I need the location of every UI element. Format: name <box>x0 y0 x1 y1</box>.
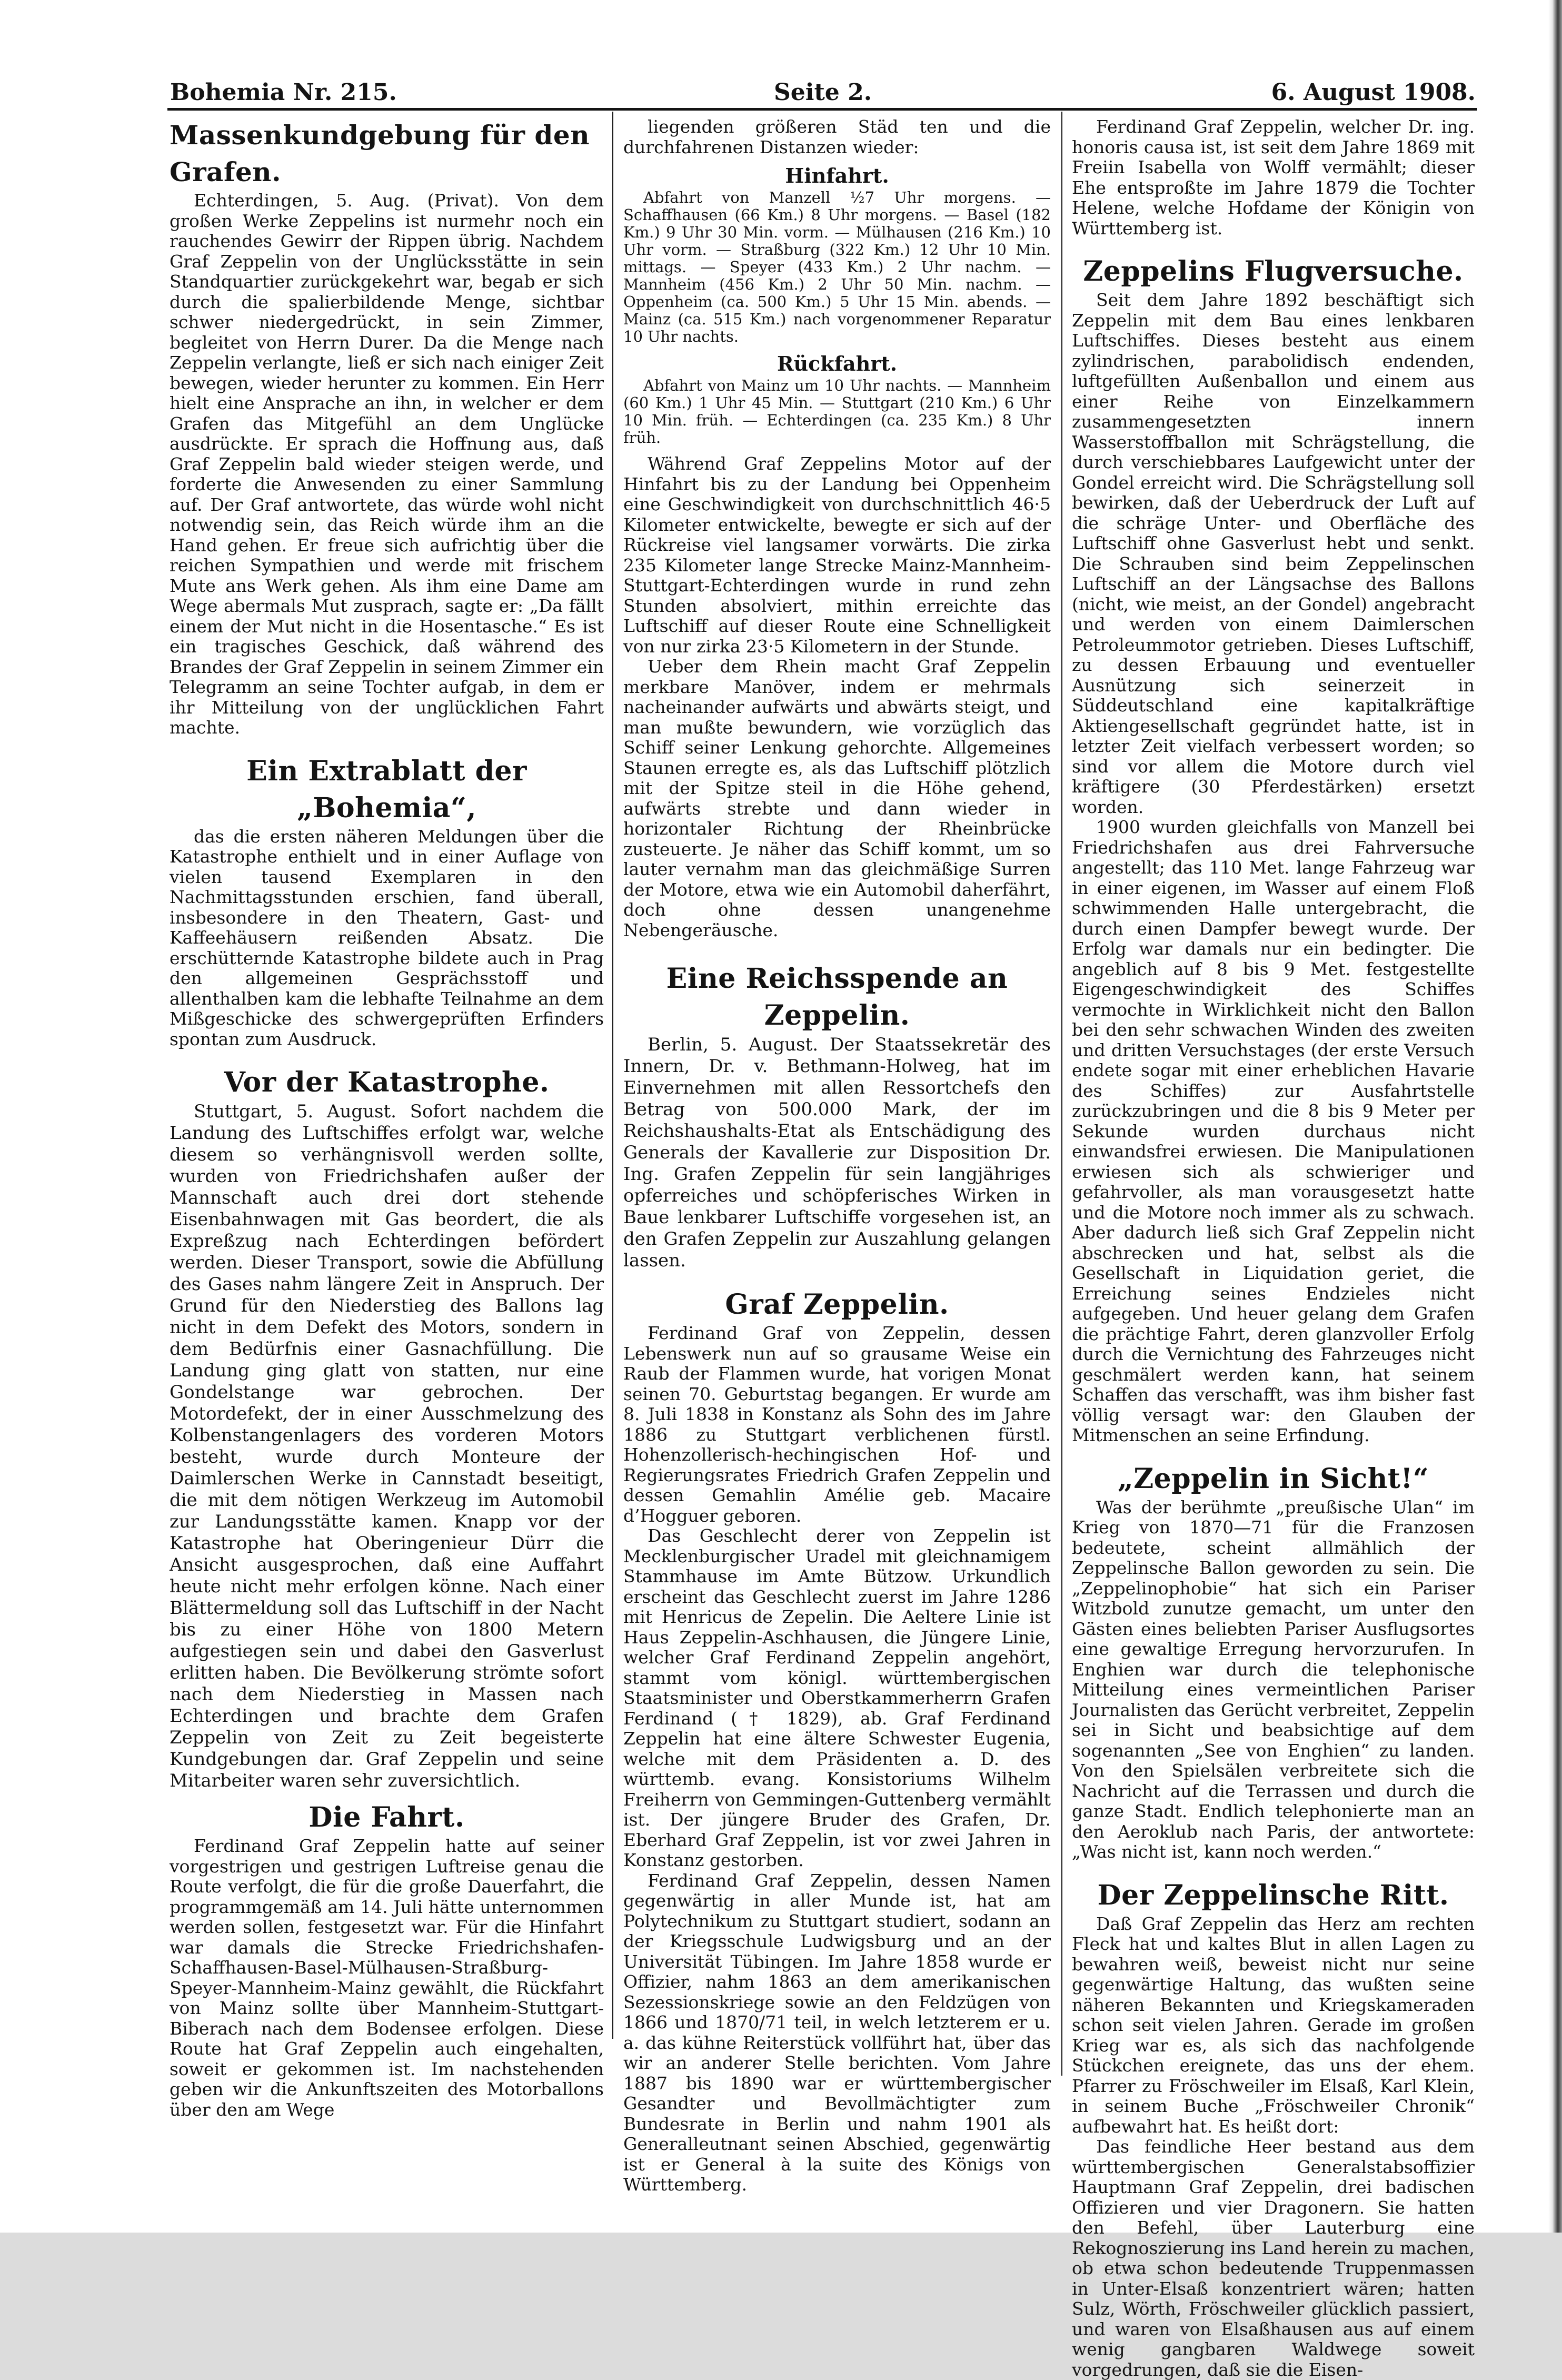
biography-paragraph-1: Ferdinand Graf von Zeppelin, dessen Lebenswerk nun auf so grausame Weise ein Raub der Flammen wurde, hat vorigen Monat seinen 70. Geburtstag begangen. Er wurde am 8. Juli 1838 in Konstanz als Sohn des im Jahre 1886 zu Stuttgart verblichenen fürstl. Hohenzollerisch-hechingischen Hof- und Regierungsrates Friedrich Grafen Zeppelin und dessen Gemahlin Amélie geb. Macaire d’Hogguer geboren. <box>623 1323 1051 1526</box>
article-title-zeppelinsche-ritt: Der Zeppelinsche Ritt. <box>1097 1879 1449 1911</box>
column-3 <box>1072 116 1475 2380</box>
article-title-graf-zeppelin: Graf Zeppelin. <box>725 1288 949 1321</box>
issue-date: 6. August 1908. <box>1271 79 1476 106</box>
ritt-paragraph-1: Daß Graf Zeppelin das Herz am rechten Fleck hat und kaltes Blut in allen Lagen zu bewahren weiß, beweist nicht nur seine gegenwärtige Haltung, das wußten seine näheren Bekannten und Kriegskameraden schon seit vielen Jahren. Gerade im großen Krieg war es, als sich das nachfolgende Stückchen ereignete, das uns der ehem. Pfarrer zu Fröschweiler im Elsaß, Karl Klein, in seinem Buche „Fröschweiler Chronik“ aufbewahrt hat. Es heißt dort: <box>1072 1913 1475 2137</box>
flugversuche-paragraph-1: Seit dem Jahre 1892 beschäftigt sich Zeppelin mit dem Bau eines lenkbaren Luftschiffes. Dieses besteht aus einem zylindrischen, parabolidisch endenden, luftgefüllten Außenballon und einem aus einer Reihe von Einzelkammern zusammengesetzten innern Wasserstoffballon mit Schrägstellung, die durch verschiebbares Laufgewicht unter der Gondel erreicht wird. Die Schrägstellung soll bewirken, daß der Ueberdruck der Luft auf die schräge Unter- und Oberfläche des Luftschiff ohne Gasverlust hebt und senkt. Die Schrauben sind beim Zeppelinschen Luftschiff an der Längsachse des Ballons (nicht, wie meist, an der Gondel) angebracht und werden von einem Daimlerschen Petroleummotor getrieben. Dieses Luftschiff, zu dessen Erbauung und eventueller Ausnützung sich seinerzeit in Süddeutschland eine kapitalkräftige Aktiengesellschaft gegründet hatte, ist in letzter Zeit vielfach verbessert worden; so sind vor allem die Motore durch viel kräftigere (30 Pferdestärken) ersetzt worden. <box>1072 290 1475 817</box>
article-title-vor-der-katastrophe: Vor der Katastrophe. <box>224 1066 550 1098</box>
rueckfahrt-schedule: Abfahrt von Mainz um 10 Uhr nachts. — Mannheim (60 Km.) 1 Uhr 45 Min. — Stuttgart (210 Km.) 6 Uhr 10 Min. früh. — Echterdingen (ca. 235 Km.) 8 Uhr früh. <box>623 376 1051 447</box>
article-body-reichsspende: Berlin, 5. August. Der Staatssekretär des Innern, Dr. v. Bethmann-Holweg, hat im Einvernehmen mit allen Ressortchefs den Betrag von 500.000 Mark, der im Reichshaushalts-Etat als Entschädigung des Generals der Kavallerie zur Disposition Dr. Ing. Grafen Zeppelin für sein langjähriges opferreiches und schöpferisches Wirken in Baue lenkbarer Luftschiffe vorgesehen ist, an den Grafen Zeppelin zur Auszahlung gelangen lassen. <box>623 1034 1051 1271</box>
biography-paragraph-2: Das Geschlecht derer von Zeppelin ist Mecklenburgischer Uradel mit gleichnamigem Stammhause im Amte Bützow. Urkundlich erscheint das Geschlecht zuerst im Jahre 1286 mit Henricus de Zepelin. Die Aeltere Linie ist Haus Zeppelin-Aschhausen, die Jüngere Linie, welcher Graf Ferdinand Zeppelin angehört, stammt vom königl. württembergischen Staatsminister und Oberstkammerherrn Grafen Ferdinand († 1829), ab. Graf Ferdinand Zeppelin hat eine ältere Schwester Eugenia, welche mit dem Präsidenten a. D. des württemb. evang. Konsistoriums Wilhelm Freiherrn von Gemmingen-Guttenberg vermählt ist. Der jüngere Bruder des Grafen, Dr. Eberhard Graf Zeppelin, ist vor zwei Jahren in Konstanz gestorben. <box>623 1525 1051 1870</box>
zeppelin-in-sicht-body: Was der berühmte „preußische Ulan“ im Krieg von 1870—71 für die Franzosen bedeutete, scheint allmählich der Zeppelinsche Ballon geworden zu sein. Die „Zeppelinophobie“ hat sich ein Pariser Witzbold zunutze gemacht, um unter den Gästen eines beliebten Pariser Ausflugsortes eine gewaltige Erregung hervorzurufen. In Enghien war durch die telephonische Mitteilung eines vermeintlichen Pariser Journalisten das Gerücht verbreitet, Zeppelin sei in Sicht und beabsichtige auf dem sogenannten „See von Enghien“ zu landen. Von den Spielsälen verbreitete sich die Nachricht auf die Terrassen und durch die ganze Stadt. Endlich telephonierte man an den Aeroklub nach Paris, der antwortete: „Was nicht ist, kann noch werden.“ <box>1072 1496 1475 1862</box>
article-body-vor-der-katastrophe: Stuttgart, 5. August. Sofort nachdem die Landung des Luftschiffes erfolgt war, welche diesem so verhängnisvoll werden sollte, wurden von Friedrichshafen außer der Mannschaft auch drei dort stehende Eisenbahnwagen mit Gas beordert, die als Expreßzug nach Echterdingen befördert werden. Dieser Transport, sowie die Abfüllung des Gases nahm längere Zeit in Anspruch. Der Grund für den Niederstieg des Ballons lag nicht in dem Defekt des Motors, sondern in dem Bedürfnis einer Gasnachfüllung. Die Landung ging glatt von statten, nur eine Gondelstange war gebrochen. Der Motordefekt, der in einer Ausschmelzung des Kolbenstangenlagers des vorderen Motors besteht, wurde durch Monteure der Daimlerschen Werke in Cannstadt beseitigt, die mit dem nötigen Werkzeug im Automobil zur Landungsstätte kamen. Knapp vor der Katastrophe hat Oberingenieur Dürr die Ansicht ausgesprochen, daß eine Auffahrt heute nicht mehr erfolgen könne. Nach einer Blättermeldung soll das Luftschiff in der Nacht bis zu einer Höhe von 1800 Metern aufgestiegen sein und dabei den Gasverlust erlitten haben. Die Bevölkerung strömte sofort nach dem Niederstieg in Massen nach Echterdingen und brachte dem Grafen Zeppelin von Zeit zu Zeit begeisterte Kundgebungen dar. Graf Zeppelin und seine Mitarbeiter waren sehr zuversichtlich. <box>170 1101 604 1791</box>
article-body-massenkundgebung: Echterdingen, 5. Aug. (Privat). Von dem großen Werke Zeppelins ist nurmehr noch ein rauchendes Gewirr der Rippen übrig. Nachdem Graf Zeppelin von der Unglücksstätte in sein Standquartier zurückgekehrt war, begab er sich durch die spalierbildende Menge, sichtbar schwer niedergedrückt, in sein Zimmer, begleitet von Herrn Durer. Da die Menge nach Zeppelin verlangte, ließ er sich nach einiger Zeit bewegen, wieder herunter zu kommen. Ein Herr hielt eine Ansprache an ihn, in welcher er dem Grafen das Mitgefühl an dem Unglücke ausdrückte. Er sprach die Hoffnung aus, daß Graf Zeppelin bald wieder steigen werde, und forderte die Anwesenden zu einer Sammlung auf. Der Graf antwortete, das würde wohl nicht notwendig sein, das Reich würde ihm an die Hand gehen. Er freue sich aufrichtig über die reichen Sympathien und werde mit frischem Mute ans Werk gehen. Als ihm eine Dame am Wege abermals Mut zusprach, sagte er: „Da fällt einem der Mut nicht in die Hosentasche.“ Es ist ein tragisches Geschick, daß während des Brandes der Graf Zeppelin in seinem Zimmer ein Telegramm an seine Tochter aufgab, in dem er ihr Mitteilung von der unglücklichen Fahrt machte. <box>170 190 604 738</box>
column-2 <box>623 116 1051 2195</box>
article-body-extrablatt: das die ersten näheren Meldungen über die Katastrophe enthielt und in einer Auflage von vielen tausend Exemplaren in den Nachmittagsstunden erschien, fand überall, insbesondere in den Theatern, Gast- und Kaffeehäusern reißenden Absatz. Die erschütternde Katastrophe bildete auch in Prag den allgemeinen Gesprächsstoff und allenthalben kam die lebhafte Teilnahme an dem Mißgeschicke des schwergeprüften Erfinders spontan zum Ausdruck. <box>170 826 604 1049</box>
route-intro: liegenden größeren Städ ten und die durchfahrenen Distanzen wieder: <box>623 116 1051 157</box>
ritt-paragraph-2: Das feindliche Heer bestand aus dem württembergischen Generalstabsoffizier Hauptmann Graf Zeppelin, drei badischen Offizieren und vier Dragonern. Sie hatten den Befehl, über Lauterburg eine Rekognoszierung ins Land herein zu machen, ob etwa schon bedeutende Truppenmassen in Unter-Elsaß konzentriert wären; hatten Sulz, Wörth, Fröschweiler glücklich passiert, und waren von Elsaßhausen aus auf einem wenig gangbaren Waldwege soweit vorgedrungen, daß sie die Eisen- <box>1072 2136 1475 2380</box>
column-1 <box>170 117 604 2120</box>
article-title-reichsspende: Eine Reichsspende an Zeppelin. <box>666 963 1008 1032</box>
article-title-die-fahrt: Die Fahrt. <box>309 1801 465 1833</box>
hinfahrt-schedule: Abfahrt von Manzell ½7 Uhr morgens. — Schaffhausen (66 Km.) 8 Uhr morgens. — Basel (182 Km.) 9 Uhr 30 Min. vorm. — Mülhausen (216 Km.) 10 Uhr vorm. — Straßburg (322 Km.) 12 Uhr 10 Min. mittags. — Speyer (433 Km.) 2 Uhr nachm. — Mannheim (456 Km.) 2 Uhr 50 Min. nachm. — Oppenheim (ca. 500 Km.) 5 Uhr 15 Min. abends. — Mainz (ca. 515 Km.) nach vorgenommener Reparatur 10 Uhr nachts. <box>623 189 1051 345</box>
biography-paragraph-3: Ferdinand Graf Zeppelin, dessen Namen gegenwärtig in aller Munde ist, hat am Polytechnikum zu Stuttgart studiert, sodann an der Kriegsschule Ludwigsburg und an der Universität Tübingen. Im Jahre 1858 wurde er Offizier, nahm 1863 an dem amerikanischen Sezessionskriege sowie an den Feldzügen von 1866 und 1870/71 teil, in welch letzterem er u. a. das kühne Reiterstück vollführt hat, über das wir an anderer Stelle berichten. Vom Jahre 1887 bis 1890 war er württembergischer Gesandter und Bevollmächtigter zum Bundesrate in Berlin und nahm 1901 als Generalleutnant seinen Abschied, gegenwärtig ist er General à la suite des Königs von Württemberg. <box>623 1870 1051 2195</box>
article-title-zeppelin-in-sicht: „Zeppelin in Sicht!“ <box>1117 1462 1429 1495</box>
speed-paragraph: Während Graf Zeppelins Motor auf der Hinfahrt bis zu der Landung bei Oppenheim eine Geschwindigkeit von durchschnittlich 46·5 Kilometer entwickelte, bewegte er sich auf der Rückreise viel langsamer vorwärts. Die zirka 235 Kilometer lange Strecke Mainz-Mannheim-Stuttgart-Echterdingen wurde in rund zehn Stunden absolviert, mithin erreichte das Luftschiff auf dieser Route eine Schnelligkeit von nur zirka 23·5 Kilometern in der Stunde. <box>623 453 1051 657</box>
page-number: Seite 2. <box>773 79 872 106</box>
article-body-die-fahrt: Ferdinand Graf Zeppelin hatte auf seiner vorgestrigen und gestrigen Luftreise genau die Route verfolgt, die für die große Dauerfahrt, die programmgemäß am 14. Juli hätte unternommen werden sollen, festgesetzt war. Für die Hinfahrt war damals die Strecke Friedrichshafen-Schaffhausen-Basel-Mülhausen-Straßburg-Speyer-Mannheim-Mainz gewählt, die Rückfahrt von Mainz sollte über Mannheim-Stuttgart-Biberach nach dem Bodensee erfolgen. Diese Route hat Graf Zeppelin auch eingehalten, soweit er gekommen ist. Im nachstehenden geben wir die Ankunftszeiten des Motorballons über den am Wege <box>170 1836 604 2120</box>
rhein-paragraph: Ueber dem Rhein macht Graf Zeppelin merkbare Manöver, indem er mehrmals nacheinander aufwärts und abwärts steigt, und man mußte bewundern, wie vorzüglich das Schiff seiner Lenkung gehorchte. Allgemeines Staunen erregte es, als das Luftschiff plötzlich mit der Spitze steil in die Höhe gehend, aufwärts strebte und dann wieder in horizontaler Richtung der Rheinbrücke zusteuerte. Je näher das Schiff kommt, um so lauter vernahm man das gleichmäßige Surren der Motore, etwa wie ein Automobil daherfährt, doch ohne dessen unangenehme Nebengeräusche. <box>623 656 1051 940</box>
page-header <box>170 79 1476 110</box>
article-title-massenkundgebung: Massenkundgebung für den Grafen. <box>170 120 590 187</box>
masthead-issue: Bohemia Nr. 215. <box>170 79 397 106</box>
flugversuche-paragraph-2: 1900 wurden gleichfalls von Manzell bei Friedrichshafen aus drei Fahrversuche angestellt; das 110 Met. lange Fahrzeug war in einer eigenen, im Wasser auf einem Floß schwimmenden Halle untergebracht, die durch einen Dampfer bewegt wurde. Der Erfolg war damals nur ein bedingter. Die angeblich auf 8 bis 9 Met. festgestellte Eigengeschwindigkeit des Schiffes vermochte in Wirklichkeit nicht den Ballon bei den sehr schwachen Winden des zweiten und dritten Versuchstages (der erste Versuch endete sogar mit einer erheblichen Havarie des Schiffes) zur Ausfahrtstelle zurückzubringen und die 8 bis 9 Meter per Sekunde wurden durchaus nicht einwandsfrei erwiesen. Die Manipulationen erwiesen sich als schwieriger und gefahrvoller, als man vorausgesetzt hatte und die Motore noch immer als zu schwach. Aber dadurch ließ sich Graf Zeppelin nicht abschrecken und hat, selbst als die Gesellschaft in Liquidation geriet, die Erreichung seines Endzieles nicht aufgegeben. Und heuer gelang dem Grafen die prächtige Fahrt, deren glanzvoller Erfolg durch die Vernichtung des Fahrzeuges nicht geschmälert werden kann, hat seinem Schaffen das verschafft, was ihm bisher fast völlig versagt war: den Glauben der Mitmenschen an seine Erfindung. <box>1072 817 1475 1445</box>
rueckfahrt-heading: Rückfahrt. <box>777 352 898 375</box>
article-title-flugversuche: Zeppelins Flugversuche. <box>1083 255 1464 287</box>
header-rule <box>167 108 1477 111</box>
column-rule-1 <box>612 112 613 2039</box>
article-title-extrablatt: Ein Extrablatt der „Bohemia“, <box>246 755 527 824</box>
biography-continued: Ferdinand Graf Zeppelin, welcher Dr. ing. honoris causa ist, ist seit dem Jahre 1869 mit Freiin Isabella von Wolff vermählt; dieser Ehe entsproßte im Jahre 1879 die Tochter Helene, welche Hofdame der Königin von Württemberg ist. <box>1072 116 1475 239</box>
hinfahrt-heading: Hinfahrt. <box>785 164 889 187</box>
column-rule-2 <box>1061 112 1062 2076</box>
